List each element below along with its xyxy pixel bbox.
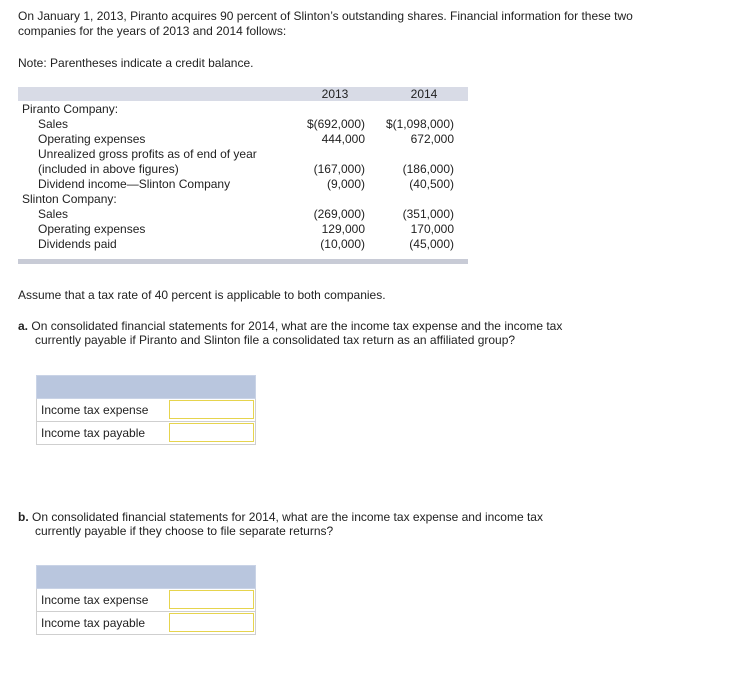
row-label: Slinton Company:	[22, 192, 117, 206]
question-b-letter: b.	[18, 510, 29, 524]
table-row	[18, 102, 468, 117]
row-label: Unrealized gross profits as of end of year	[38, 147, 257, 161]
answer-grid-header	[36, 565, 256, 589]
answer-row-tax-payable	[36, 612, 256, 635]
value-2013: (269,000)	[313, 207, 365, 221]
answer-grid-header	[36, 375, 256, 399]
row-label: Operating expenses	[38, 222, 146, 236]
value-2014: 170,000	[410, 222, 454, 236]
row-label: Operating expenses	[38, 132, 146, 146]
value-2013: (9,000)	[326, 177, 365, 191]
table-footer-bar	[18, 259, 468, 264]
question-a-letter: a.	[18, 319, 29, 333]
row-label: Dividend income—Slinton Company	[38, 177, 231, 191]
answer-row-label: Income tax expense	[41, 403, 149, 417]
question-b-line1: On consolidated financial statements for 2014, what are the income tax expense and income tax	[32, 510, 543, 524]
value-2013: 444,000	[321, 132, 365, 146]
row-label: (included in above figures)	[38, 162, 179, 176]
tax-payable-input-a[interactable]	[169, 423, 254, 442]
intro-paragraph: On January 1, 2013, Piranto acquires 90 percent of Slinton’s outstanding shares. Financial information for these two companies for the years of 2013 and 2014 follows:	[18, 9, 633, 38]
year-2013-header: 2013	[321, 87, 349, 101]
row-label: Sales	[38, 207, 69, 221]
value-2014: (45,000)	[409, 237, 454, 251]
value-2013: $(692,000)	[306, 117, 365, 131]
question-a	[18, 319, 638, 347]
question-b	[18, 510, 638, 538]
note-text: Note: Parentheses indicate a credit balance.	[18, 56, 254, 70]
row-label: Sales	[38, 117, 69, 131]
value-2014: $(1,098,000)	[385, 117, 454, 131]
tax-expense-input-a[interactable]	[169, 400, 254, 419]
row-label: Dividends paid	[38, 237, 117, 251]
table-row	[18, 147, 468, 162]
value-2014: (186,000)	[402, 162, 454, 176]
value-2014: (351,000)	[402, 207, 454, 221]
answer-grid-a	[36, 375, 256, 445]
value-2014: (40,500)	[409, 177, 454, 191]
year-2014-header: 2014	[410, 87, 438, 101]
answer-row-tax-expense	[36, 589, 256, 612]
value-2013: 129,000	[321, 222, 365, 236]
table-row	[18, 237, 468, 252]
question-b-line2: currently payable if they choose to file separate returns?	[35, 524, 334, 538]
tax-payable-input-b[interactable]	[169, 613, 254, 632]
answer-row-label: Income tax payable	[41, 616, 146, 630]
tax-rate-note: Assume that a tax rate of 40 percent is applicable to both companies.	[18, 288, 386, 302]
table-header	[18, 87, 468, 101]
value-2014: 672,000	[410, 132, 454, 146]
row-label: Piranto Company:	[22, 102, 119, 116]
answer-row-label: Income tax payable	[41, 426, 146, 440]
question-a-line2: currently payable if Piranto and Slinton file a consolidated tax return as an affiliated group?	[35, 333, 516, 347]
table-row	[18, 132, 468, 147]
value-2013: (10,000)	[320, 237, 365, 251]
table-row	[18, 207, 468, 222]
table-row	[18, 192, 468, 207]
answer-row-tax-payable	[36, 422, 256, 445]
table-row	[18, 162, 468, 177]
answer-grid-b	[36, 565, 256, 635]
table-row	[18, 177, 468, 192]
table-row	[18, 222, 468, 237]
table-row	[18, 117, 468, 132]
tax-expense-input-b[interactable]	[169, 590, 254, 609]
answer-row-label: Income tax expense	[41, 593, 149, 607]
answer-row-tax-expense	[36, 399, 256, 422]
value-2013: (167,000)	[313, 162, 365, 176]
question-a-line1: On consolidated financial statements for 2014, what are the income tax expense and the income tax	[31, 319, 563, 333]
